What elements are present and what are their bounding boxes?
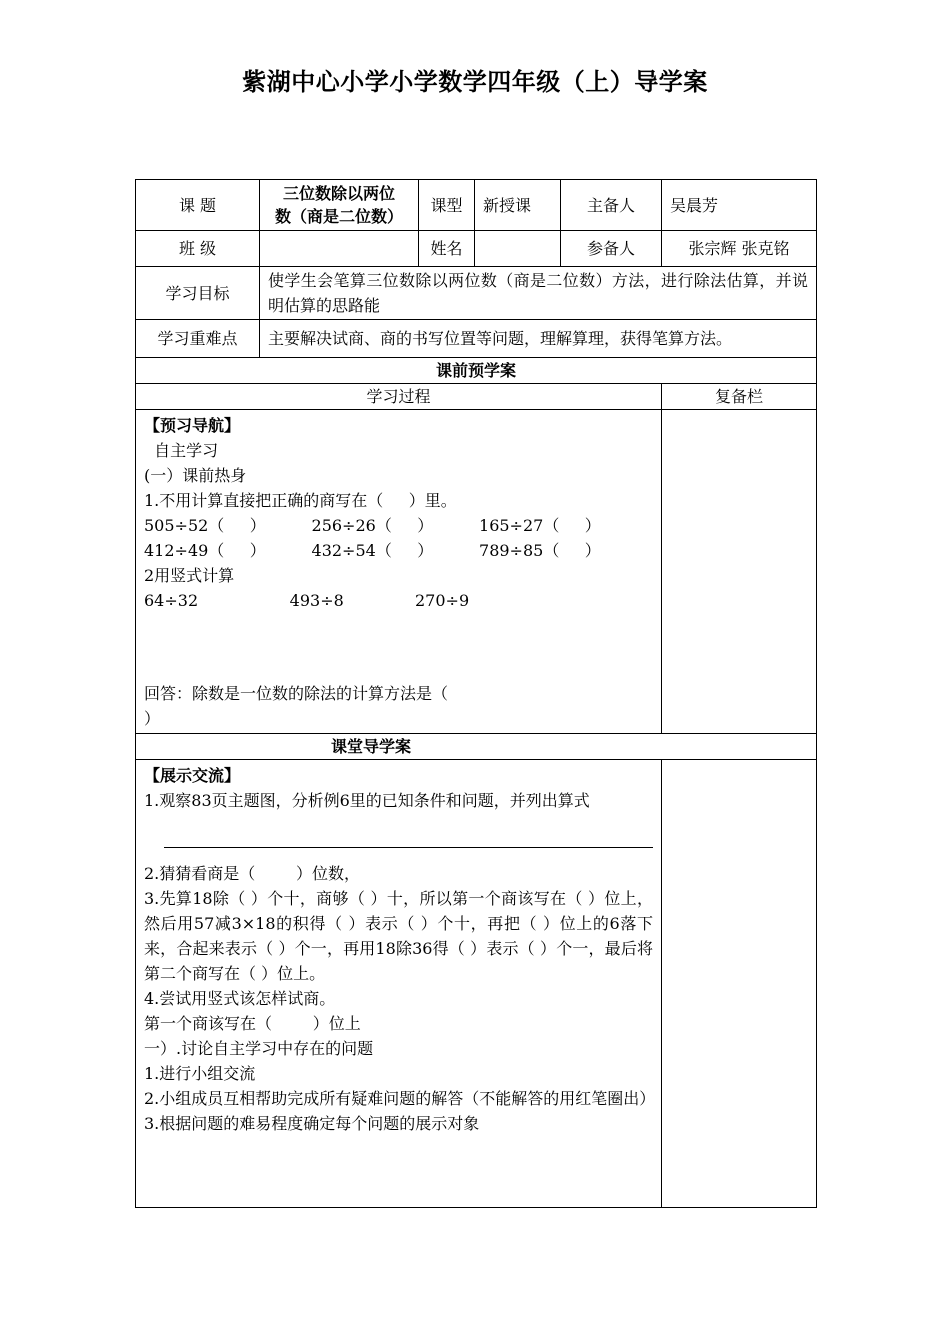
calc-space (144, 613, 655, 681)
review-header: 复备栏 (662, 384, 817, 410)
preview-line-6: 2用竖式计算 (144, 566, 235, 585)
class-label: 班 级 (136, 231, 260, 267)
topic-label: 课 题 (136, 180, 260, 231)
key-label: 学习重难点 (136, 320, 260, 358)
question-5: 第一个商该写在（ ）位上 (144, 1014, 361, 1033)
question-3: 3.先算18除（ ）个十，商够（ ）十，所以第一个商该写在（ ）位上，然后用57减3×18的积得（ ）表示（ ）个十，再把（ ）位上的6落下来，合起来表示（ ）个一，再用18除36得（ ）表示（ ）个一，最后将第二个商写在（ ）位上。 (144, 889, 653, 983)
review-column (662, 410, 817, 734)
question-8: 2.小组成员互相帮助完成所有疑难问题的解答（不能解答的用红笔圈出） (144, 1089, 656, 1108)
goal-label: 学习目标 (136, 267, 260, 320)
preview-content (136, 410, 662, 734)
name-label: 姓名 (419, 231, 475, 267)
name-value[interactable] (475, 231, 561, 267)
goal-value: 使学生会笔算三位数除以两位数（商是二位数）方法，进行除法估算，并说明估算的思路能 (260, 267, 817, 320)
row-topic (136, 180, 817, 231)
row-classroom-title (136, 734, 817, 760)
preview-line-0: 【预习导航】 (144, 416, 241, 435)
question-1: 1.观察83页主题图，分析例6里的已知条件和问题，并列出算式 (144, 791, 590, 810)
class-value[interactable] (260, 231, 419, 267)
type-label: 课型 (419, 180, 475, 231)
question-4: 4.尝试用竖式该怎样试商。 (144, 989, 336, 1008)
row-class (136, 231, 817, 267)
row-goal (136, 267, 817, 320)
lead-label: 主备人 (561, 180, 662, 231)
row-preview-headers (136, 384, 817, 410)
preview-line-4: 505÷52（ ） 256÷26（ ） 165÷27（ ） (144, 516, 601, 535)
lesson-plan-table (135, 179, 817, 1208)
row-classroom-content (136, 760, 817, 1208)
answer-line-1: 回答：除数是一位数的除法的计算方法是（ (144, 684, 449, 703)
key-value: 主要解决试商、商的书写位置等问题，理解算理，获得笔算方法。 (260, 320, 817, 358)
question-9: 3.根据问题的难易程度确定每个问题的展示对象 (144, 1114, 480, 1133)
preview-line-2: (一）课前热身 (144, 466, 247, 485)
topic-value (260, 180, 419, 231)
question-2: 2.猜猜看商是（ ）位数， (144, 864, 360, 883)
document-title: 紫湖中心小学小学数学四年级（上）导学案 (242, 68, 708, 96)
row-preview-title (136, 358, 817, 384)
preview-line-3: 1.不用计算直接把正确的商写在（ ）里。 (144, 491, 457, 510)
preview-line-7: 64÷32 493÷8 270÷9 (144, 591, 470, 610)
preview-line-5: 412÷49（ ） 432÷54（ ） 789÷85（ ） (144, 541, 601, 560)
row-key-points (136, 320, 817, 358)
topic-value-line1: 三位数除以两位 (282, 184, 395, 203)
lead-value: 吴晨芳 (662, 180, 817, 231)
classroom-content (136, 760, 662, 1208)
classroom-review-column (662, 760, 817, 1208)
preview-section-title: 课前预学案 (136, 358, 817, 384)
question-7: 1.进行小组交流 (144, 1064, 256, 1083)
question-6: 一）.讨论自主学习中存在的问题 (144, 1039, 374, 1058)
co-label: 参备人 (561, 231, 662, 267)
answer-line-2: ） (144, 709, 161, 728)
row-preview-content (136, 410, 817, 734)
answer-underline[interactable] (144, 837, 653, 855)
classroom-section-title: 课堂导学案 (136, 734, 817, 760)
process-header: 学习过程 (136, 384, 662, 410)
co-value: 张宗辉 张克铭 (662, 231, 817, 267)
preview-line-1: 自主学习 (144, 441, 219, 460)
topic-value-line2: 数（商是二位数） (274, 207, 403, 226)
classroom-heading: 【展示交流】 (144, 766, 241, 785)
type-value: 新授课 (475, 180, 561, 231)
